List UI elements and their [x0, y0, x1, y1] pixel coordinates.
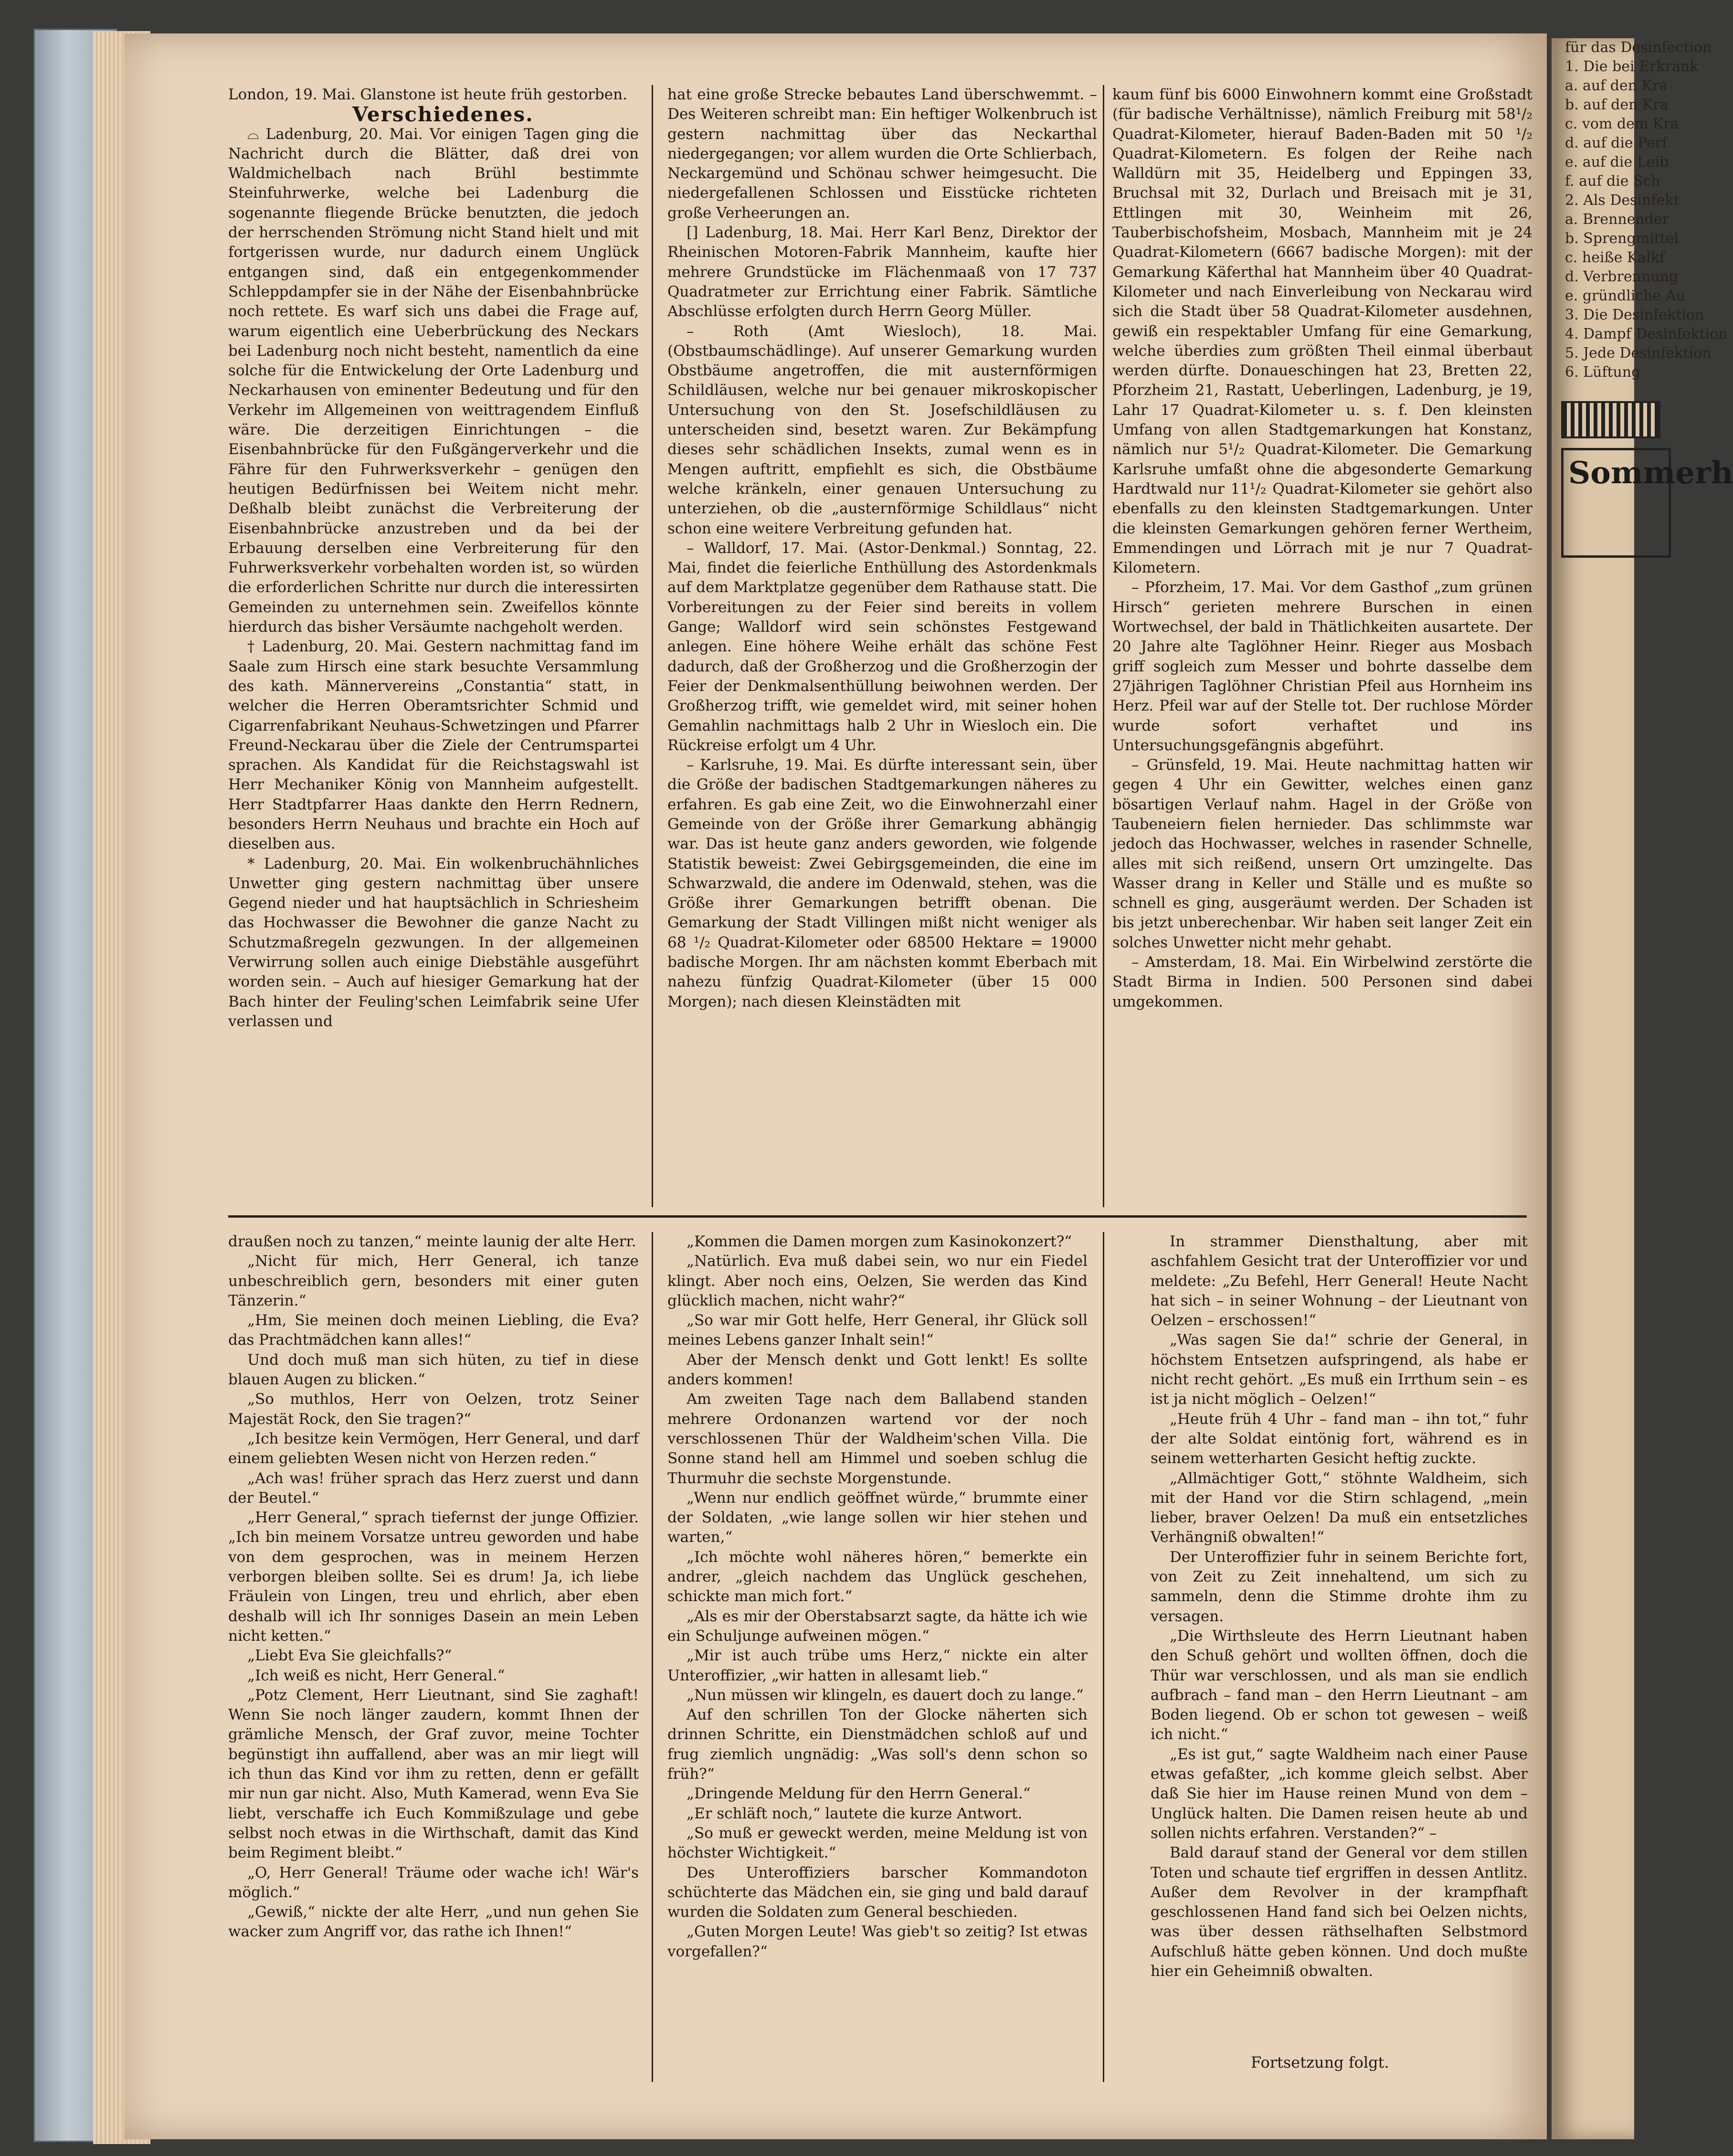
article-paragraph: „Dringende Meldung für den Herrn General.“: [687, 1785, 1031, 1803]
adjacent-page-line: b. Sprengmittel: [1565, 230, 1679, 247]
news-column-3: [1112, 85, 1532, 1012]
article-paragraph: † Ladenburg, 20. Mai. Gestern nachmittag fand im Saale zum Hirsch eine stark besuchte Versammlung des kath. Männervereins „Constantia“ statt, in welcher die Herren Oberamtsrichter Schmid und Cigarrenfabrikant Neuhaus-Schwetzingen und Pfarrer Freund-Neckarau über die Ziele der Centrumspartei sprachen. Als Kandidat für die Reichstagswahl ist Herr Mechaniker König von Mannheim aufgestellt. Herr Stadtpfarrer Haas dankte den Herrn Rednern, besonders Herrn Neuhaus und brachte ein Hoch auf dieselben aus.: [228, 638, 639, 853]
article-paragraph: – Karlsruhe, 19. Mai. Es dürfte interessant sein, über die Größe der badischen Stadtgemarkungen näheres zu erfahren. Es gab eine Zeit, wo die Einwohnerzahl einer Gemeinde von der Größe ihrer Gemarkung abhängig war. Das ist heute ganz anders geworden, wie folgende Statistik beweist: Zwei Gebirgsgemeinden, die eine im Schwarzwald, die andere im Odenwald, stehen, was die Größe ihrer Gemarkungen betrifft obenan. Die Gemarkung der Stadt Villingen mißt nicht weniger als 68 ¹/₂ Quadrat-Kilometer oder 68500 Hektare = 19000 badische Morgen. Ihr am nächsten kommt Eberbach mit nahezu fünfzig Quadrat-Kilometer (über 15 000 Morgen); nach diesen Kleinstädten mit: [667, 756, 1097, 1010]
article-paragraph: „So muß er geweckt werden, meine Meldung ist von höchster Wichtigkeit.“: [667, 1824, 1088, 1862]
article-paragraph: Der Unteroffizier fuhr in seinem Berichte fort, von Zeit zu Zeit innehaltend, um sich zu sammeln, denn die Stimme drohte ihm zu versagen.: [1151, 1548, 1528, 1625]
article-paragraph: „Herr General,“ sprach tiefernst der junge Offizier. „Ich bin meinem Vorsatze untreu geworden und habe von dem gesprochen, was in meinem Herzen verborgen bleiben sollte. Sei es drum! Ja, ich liebe Fräulein von Lingen, treu und ehrlich, aber eben deshalb will ich Ihr sonniges Dasein an mein Leben nicht ketten.“: [228, 1509, 639, 1645]
adjacent-page-line: e. auf die Leib: [1565, 154, 1669, 170]
adjacent-page-line: für das Desinfection: [1565, 39, 1712, 56]
article-paragraph: kaum fünf bis 6000 Einwohnern kommt eine Großstadt (für badische Verhältnisse), nämlich Freiburg mit 58¹/₂ Quadrat-Kilometer, hierauf Baden-Baden mit 50 ¹/₂ Quadrat-Kilometern. Es folgen der Reihe nach Walldürn mit 35, Heidelberg und Eppingen 33, Bruchsal mit 32, Durlach und Breisach mit je 31, Ettlingen mit 30, Weinheim mit 26, Tauberbischofsheim, Mosbach, Mannheim mit je 24 Quadrat-Kilometern (6667 badische Morgen): mit der Gemarkung Käferthal hat Mannheim über 40 Quadrat-Kilometer und nach Einverleibung von Neckarau wird sich die Stadt über 58 Quadrat-Kilometer ausdehnen, gewiß ein respektabler Umfang für eine Gemarkung, welche überdies zum größten Theil einmal überbaut werden dürfte. Donaueschingen hat 23, Bretten 22, Pforzheim 21, Rastatt, Ueberlingen, Ladenburg, je 19, Lahr 17 Quadrat-Kilometer u. s. f. Den kleinsten Umfang von allen Stadtgemarkungen hat Konstanz, nämlich nur 5¹/₂ Quadrat-Kilometer. Die Gemarkung Karlsruhe umfaßt ohne die abgesonderte Gemarkung Hardtwald nur 11¹/₂ Quadrat-Kilometer sie gehört also ebenfalls zu den kleinsten Stadtgemarkungen. Unter die kleinsten Gemarkungen gehören ferner Wertheim, Emmendingen und Lörrach mit je nur 7 Quadrat-Kilometern.: [1112, 86, 1532, 577]
article-paragraph: „Als es mir der Oberstabsarzt sagte, da hätte ich wie ein Schuljunge aufweinen mögen.“: [667, 1607, 1088, 1645]
article-paragraph: „Allmächtiger Gott,“ stöhnte Waldheim, sich mit der Hand vor die Stirn schlagend, „mein lieber, braver Oelzen! Da muß ein entsetzliches Verhängniß obwalten!“: [1151, 1469, 1528, 1546]
adjacent-page-text: [1552, 38, 1728, 382]
article-paragraph: „O, Herr General! Träume oder wache ich! Wär's möglich.“: [228, 1864, 639, 1901]
feuilleton-rule: [228, 1215, 1527, 1218]
article-paragraph: „So muthlos, Herr von Oelzen, trotz Seiner Majestät Rock, den Sie tragen?“: [228, 1391, 639, 1428]
article-paragraph: Aber der Mensch denkt und Gott lenkt! Es sollte anders kommen!: [667, 1351, 1088, 1389]
article-paragraph: draußen noch zu tanzen,“ meinte launig der alte Herr.: [228, 1233, 636, 1250]
article-paragraph: „Guten Morgen Leute! Was gieb't so zeitig? Ist etwas vorgefallen?“: [667, 1923, 1088, 1960]
news-column-2: [667, 85, 1097, 1012]
article-paragraph: London, 19. Mai. Glanstone ist heute früh gestorben.: [228, 86, 627, 103]
ornament-border: [1561, 401, 1660, 438]
article-paragraph: „Nicht für mich, Herr General, ich tanze unbeschreiblich gern, besonders mit einer guten Tänzerin.“: [228, 1253, 639, 1309]
column-rule: [652, 1232, 653, 2082]
advertisement-box: [1561, 448, 1733, 558]
article-paragraph: – Amsterdam, 18. Mai. Ein Wirbelwind zerstörte die Stadt Birma in Indien. 500 Personen sind dabei umgekommen.: [1112, 954, 1532, 1010]
column-rule: [652, 85, 653, 1207]
adjacent-page-line: f. auf die Sch: [1565, 173, 1660, 190]
article-paragraph: Auf den schrillen Ton der Glocke näherten sich drinnen Schritte, ein Dienstmädchen schloß auf und frug ziemlich ungnädig: „Was soll's denn schon so früh?“: [667, 1706, 1088, 1783]
adjacent-page-line: e. gründliche Au: [1565, 287, 1685, 304]
article-paragraph: Des Unteroffiziers barscher Kommandoton schüchterte das Mädchen ein, sie ging und bald darauf wurden die Soldaten zum General beschieden.: [667, 1864, 1088, 1921]
adjacent-page-line: 5. Jede Desinfektion: [1565, 345, 1712, 361]
article-paragraph: hat eine große Strecke bebautes Land überschwemmt. – Des Weiteren schreibt man: Ein heftiger Wolkenbruch ist gestern nachmittag über das Neckarthal niedergegangen; vor allem wurden die Orte Schlierbach, Neckargemünd und Schönau schwer heimgesucht. Die niedergefallenen Schlossen und Eisstücke richteten große Verheerungen an.: [667, 86, 1097, 222]
article-paragraph: „Heute früh 4 Uhr – fand man – ihn tot,“ fuhr der alte Soldat eintönig fort, während es in seinem wetterharten Gesicht heftig zuckte.: [1151, 1410, 1528, 1467]
article-paragraph: ⌓ Ladenburg, 20. Mai. Vor einigen Tagen ging die Nachricht durch die Blätter, daß drei von Waldmichelbach nach Brühl bestimmte Steinfuhrwerke, welche bei Ladenburg die sogenannte fliegende Brücke benutzten, die jedoch der herrschenden Strömung nicht Stand hielt und mit fortgerissen wurde, nur dadurch einem Unglück entgangen sind, daß ein entgegenkommender Schleppdampfer sie in der Nähe der Eisenbahnbrücke noch rettete. Es warf sich uns dabei die Frage auf, warum eigentlich eine Ueberbrückung des Neckars bei Ladenburg noch nicht besteht, namentlich da eine solche für die Entwickelung der Orte Ladenburg und Neckarhausen von eminenter Bedeutung und für den Verkehr im Allgemeinen von weittragendem Einfluß wäre. Die derzeitigen Einrichtungen – die Eisenbahnbrücke für den Fußgängerverkehr und die Fähre für den Fuhrwerksverkehr – genügen den heutigen Bedürfnissen bei Weitem nicht mehr. Deßhalb bleibt zunächst die Verbreiterung der Eisenbahnbrücke anzustreben und da bei der Erbauung derselben eine Verbreiterung für den Fuhrwerksverkehr vorbehalten worden ist, so würden die erforderlichen Schritte nur durch die interessirten Gemeinden zu unternehmen sein. Zweifellos könnte hierdurch das bisher Versäumte nachgeholt werden.: [228, 125, 639, 636]
article-paragraph: – Walldorf, 17. Mai. (Astor-Denkmal.) Sonntag, 22. Mai, findet die feierliche Enthüllung des Astordenkmals auf dem Marktplatze gegenüber dem Rathause statt. Die Vorbereitungen zu der Feier sind bereits in vollem Gange; Walldorf wird sein schönstes Festgewand anlegen. Eine höhere Weihe erhält das schöne Fest dadurch, daß der Großherzog und die Großherzogin der Feier der Denkmalsenthüllung beiwohnen werden. Der Großherzog trifft, wie gemeldet wird, mit seiner hohen Gemahlin nachmittags halb 2 Uhr in Wiesloch ein. Die Rückreise erfolgt um 4 Uhr.: [667, 539, 1097, 754]
article-paragraph: Bald darauf stand der General vor dem stillen Toten und schaute tief ergriffen in dessen Antlitz. Außer dem Revolver in der krampfhaft geschlossenen Hand fand sich bei Oelzen nichts, was über dessen räthselhaften Selbstmord Aufschluß hätte geben können. Und doch mußte hier ein Geheimniß obwalten.: [1151, 1844, 1528, 1980]
article-paragraph: „Nun müssen wir klingeln, es dauert doch zu lange.“: [687, 1686, 1084, 1704]
article-paragraph: „Liebt Eva Sie gleichfalls?“: [247, 1647, 452, 1665]
adjacent-page-line: c. heiße Kalkf: [1565, 249, 1665, 266]
article-paragraph: „Ich besitze kein Vermögen, Herr General, und darf einem geliebten Wesen nicht von Herzen reden.“: [228, 1430, 639, 1467]
adjacent-page-line: a. auf den Kra: [1565, 77, 1668, 94]
adjacent-page-line: 1. Die bei Erkrank: [1565, 58, 1699, 75]
article-paragraph: „Ach was! früher sprach das Herz zuerst und dann der Beutel.“: [228, 1469, 639, 1507]
article-paragraph: „Gewiß,“ nickte der alte Herr, „und nun gehen Sie wacker zum Angriff vor, das rathe ich Ihnen!“: [228, 1903, 639, 1941]
adjacent-page-line: 6. Lüftung: [1565, 364, 1641, 381]
article-paragraph: In strammer Diensthaltung, aber mit aschfahlem Gesicht trat der Unteroffizier vor und meldete: „Zu Befehl, Herr General! Heute Nacht hat sich – in seiner Wohnung – der Lieutnant von Oelzen – erschossen!“: [1151, 1233, 1528, 1329]
article-paragraph: „Es ist gut,“ sagte Waldheim nach einer Pause etwas gefaßter, „ich komme gleich selbst. Aber daß Sie hier im Hause reinen Mund von dem – Unglück halten. Die Damen reisen heute ab und sollen nichts erfahren. Verstanden?“ –: [1151, 1745, 1528, 1842]
article-paragraph: [] Ladenburg, 18. Mai. Herr Karl Benz, Direktor der Rheinischen Motoren-Fabrik Mannheim, kaufte hier mehrere Grundstücke im Flächenmaaß von 17 737 Quadratmeter zur Errichtung einer Fabrik. Sämtliche Abschlüsse erfolgten durch Herrn Georg Müller.: [667, 224, 1097, 320]
column-rule: [1103, 85, 1104, 1207]
article-paragraph: „Was sagen Sie da!“ schrie der General, in höchstem Entsetzen aufspringend, als habe er nicht recht gehört. „Es muß ein Irrthum sein – es ist ja nicht möglich – Oelzen!“: [1151, 1331, 1528, 1408]
article-paragraph: „Hm, Sie meinen doch meinen Liebling, die Eva? das Prachtmädchen kann alles!“: [228, 1312, 639, 1349]
adjacent-page-line: d. auf die Perf: [1565, 135, 1668, 151]
adjacent-page-line: 3. Die Desinfektion: [1565, 307, 1704, 323]
article-paragraph: Am zweiten Tage nach dem Ballabend standen mehrere Ordonanzen wartend vor der noch verschlossenen Thür der Waldheim'schen Villa. Die Sonne stand hell am Himmel und soeben schlug die Thurmuhr die sechste Morgenstunde.: [667, 1391, 1088, 1487]
article-paragraph: „Kommen die Damen morgen zum Kasinokonzert?“: [687, 1233, 1072, 1250]
column-rule: [1103, 1232, 1104, 2082]
article-paragraph: * Ladenburg, 20. Mai. Ein wolkenbruchähnliches Unwetter ging gestern nachmittag über unsere Gegend nieder und hat hauptsächlich in Schriesheim das Hochwasser die Bewohner die ganze Nacht zu Schutzmaßregeln gezwungen. In der allgemeinen Verwirrung sollen auch einige Diebstähle ausgeführt worden sein. – Auch auf hiesiger Gemarkung hat der Bach hinter der Feuling'schen Leimfabrik seine Ufer verlassen und: [228, 855, 639, 1030]
adjacent-page-line: b. auf den Kra: [1565, 96, 1669, 113]
adjacent-page-line: 4. Dampf Desinfektion: [1565, 326, 1728, 342]
adjacent-page-line: a. Brennender: [1565, 211, 1670, 228]
article-paragraph: – Roth (Amt Wiesloch), 18. Mai. (Obstbaumschädlinge). Auf unserer Gemarkung wurden Obstbäume angetroffen, die mit austernförmigen Schildläusen, welche nur bei genauer mikroskopischer Untersuchung von den St. Josefschildläusen zu unterscheiden sind, besetzt waren. Zur Bekämpfung dieses sehr schädlichen Insekts, zumal wenn es in Mengen auftritt, empfiehlt es sich, die Obstbäume welche kränkeln, einer genauen Untersuchung zu unterziehen, ob die „austernförmige Schildlaus“ nicht schon eine weitere Verbreitung gefunden hat.: [667, 322, 1097, 537]
adjacent-page-line: c. vom dem Kra: [1565, 116, 1679, 132]
feuilleton-column-3: [1151, 1232, 1528, 1981]
article-paragraph: „Ich möchte wohl näheres hören,“ bemerkte ein andrer, „gleich nachdem das Unglück geschehen, schickte man mich fort.“: [667, 1548, 1088, 1605]
continuation-note: Fortsetzung folgt.: [1251, 2053, 1389, 2071]
feuilleton-column-2: [667, 1232, 1088, 1962]
article-paragraph: „Natürlich. Eva muß dabei sein, wo nur ein Fiedel klingt. Aber noch eins, Oelzen, Sie werden das Kind glücklich machen, nicht wahr?“: [667, 1253, 1088, 1309]
adjacent-page-line: 2. Als Desinfekt: [1565, 192, 1680, 209]
article-paragraph: „Er schläft noch,“ lautete die kurze Antwort.: [687, 1805, 1023, 1822]
article-paragraph: – Pforzheim, 17. Mai. Vor dem Gasthof „zum grünen Hirsch“ gerieten mehrere Burschen in einen Wortwechsel, der bald in Thätlichkeiten ausartete. Der 20 Jahre alte Taglöhner Heinr. Rieger aus Mosbach griff sogleich zum Messer und bohrte dasselbe dem 27jährigen Taglöhner Christian Pfeil aus Hornheim ins Herz. Pfeil war auf der Stelle tot. Der ruchlose Mörder wurde sofort verhaftet und ins Untersuchungsgefängnis abgeführt.: [1112, 579, 1532, 754]
article-paragraph: „Wenn nur endlich geöffnet würde,“ brummte einer der Soldaten, „wie lange sollen wir hier stehen und warten,“: [667, 1489, 1088, 1546]
article-paragraph: „Potz Clement, Herr Lieutnant, sind Sie zaghaft! Wenn Sie noch länger zaudern, kommt Ihnen der grämliche Mensch, der Graf zuvor, meine Tochter begünstigt ihn auffallend, aber was an mir liegt will ich thun das Kind vor ihm zu retten, denn er gefällt mir nun gar nicht. Also, Muth Kamerad, wenn Eva Sie liebt, verschaffe ich Euch Kommißzulage und gebe selbst noch etwas in die Wirthschaft, damit das Kind beim Regiment bleibt.“: [228, 1686, 639, 1862]
news-column-1: [228, 85, 639, 1031]
article-paragraph: – Grünsfeld, 19. Mai. Heute nachmittag hatten wir gegen 4 Uhr ein Gewitter, welches einen ganz bösartigen Verlauf nahm. Hagel in der Größe von Taubeneiern fielen hernieder. Das schlimmste war jedoch das Hochwasser, welches in rasender Schnelle, alles mit sich reißend, unsern Ort umzingelte. Das Wasser drang in Keller und Ställe und es mußte so schnell es ging, ausgeräumt werden. Der Schaden ist bis jetzt unberechenbar. Wir haben seit langer Zeit ein solches Unwetter nicht mehr gehabt.: [1112, 756, 1532, 951]
article-paragraph: Und doch muß man sich hüten, zu tief in diese blauen Augen zu blicken.“: [228, 1351, 639, 1389]
feuilleton-column-1: [228, 1232, 639, 1942]
advertisement-title: Sommerh: [1568, 455, 1733, 491]
article-paragraph: „Mir ist auch trübe ums Herz,“ nickte ein alter Unteroffizier, „wir hatten in allesamt lieb.“: [667, 1647, 1088, 1684]
article-paragraph: „Die Wirthsleute des Herrn Lieutnant haben den Schuß gehört und wollten öffnen, doch die Thür war verschlossen, und als man sie endlich aufbrach – fand man – den Herrn Lieutnant – am Boden liegend. Ob er schon tot gewesen – weiß ich nicht.“: [1151, 1627, 1528, 1743]
article-paragraph: „So war mir Gott helfe, Herr General, ihr Glück soll meines Lebens ganzer Inhalt sein!“: [667, 1312, 1088, 1349]
section-heading: Verschiedenes.: [352, 103, 534, 127]
adjacent-page-line: d. Verbrennung: [1565, 268, 1679, 285]
article-paragraph: „Ich weiß es nicht, Herr General.“: [247, 1667, 505, 1684]
adjacent-page: [1552, 38, 1733, 2139]
